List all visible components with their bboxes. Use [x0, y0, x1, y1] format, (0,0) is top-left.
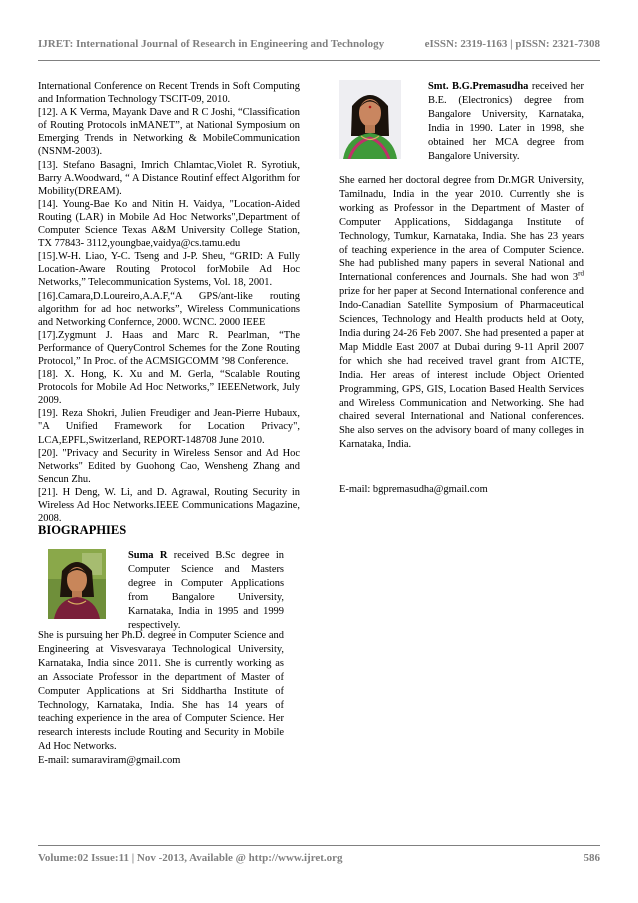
reference-item: [17].Zygmunt J. Haas and Marc R. Pearlman, “The Performance of QueryControl Schemes for the Zone Routing Protocol,” In Proc. of the ACMSIGCOMM ’98 Conference. — [38, 329, 300, 367]
bio-body-text-cont: prize for her paper at Second International conference and Indo-Canadian Satellite Symposium of Pharmaceutical Sciences, Technology and Health products held at Ooty, India during 24-26 Feb 2007. She had presented a paper at Map Middle East 2007 at Dubai during 9-11 April 2007 for which she had received travel grant from AICTE, India. Her areas of interest include Object Oriented Programming, GPS, GIS, Location Based Health Services and Wireless Communication and Networking. She had chaired several International and National conferences. She also serves on the advisory board of many colleges in Karnataka, India. — [339, 286, 584, 451]
author-email-suma: E-mail: sumaraviram@gmail.com — [38, 755, 181, 767]
author-name-premasudha: Smt. B.G.Premasudha — [428, 81, 529, 92]
bio-body-premasudha — [339, 174, 584, 452]
running-footer — [38, 852, 600, 868]
bio-body-text: She is pursuing her Ph.D. degree in Computer Science and Engineering at Visvesvaraya Technological University, Karnataka, India since 2011. She is currently working as an Associate Professor in the department of Master of Computer Applications at Sri Siddhartha Institute of Technology, Karnataka, India. She has 14 years of teaching experience in the area of Computer Science. Her research interests include Routing and Security in Mobile Ad Hoc Networks. — [38, 630, 284, 753]
biographies-heading: BIOGRAPHIES — [38, 523, 127, 537]
reference-item: [15].W-H. Liao, Y-C. Tseng and J-P. Sheu, “GRID: A Fully Location-Aware Routing Protocol forMobile Ad Hoc Networks,” Telecommunication Systems, Vol. 18, 2001. — [38, 251, 300, 289]
author-photo-suma — [48, 549, 106, 619]
references-list — [38, 80, 300, 525]
reference-item: [13]. Stefano Basagni, Imrich Chlamtac,Violet R. Syrotiuk, Barry A.Woodward, “ A Distance Routinf effect Algorithm for Mobility(DREAM). — [38, 159, 300, 197]
journal-name: IJRET: International Journal of Research in Engineering and Technology — [38, 38, 385, 50]
reference-item: [14]. Young-Bae Ko and Nitin H. Vaidya, "Location-Aided Routing (LAR) in Mobile Ad Hoc Networks",Department of Computer Science Texas A&M University College Station, TX 77843- 3112,youngbae,vaidya@cs.tamu.edu — [38, 198, 300, 250]
bio-body-text: She earned her doctoral degree from Dr.MGR University, Tamilnadu, India in the year 2010. Currently she is working as Professor in the Department of Master of Computer Applications, Siddaganga Institute of Technology, Tumkur, Karnataka, India. She has 23 years of teaching experience in the area of Computer Science. She had published many papers in several National and International conferences and Journals. She had won 3 — [339, 175, 584, 284]
reference-item: [12]. A K Verma, Mayank Dave and R C Joshi, “Classification of Routing Protocols inMANET”, at National Symposium on Emerging Trends in Networking & MobileCommunication (NSNM-2003). — [38, 107, 300, 158]
page-number: 586 — [583, 852, 600, 864]
author-email-premasudha: E-mail: bgpremasudha@gmail.com — [339, 484, 488, 495]
issn-numbers: eISSN: 2319-1163 | pISSN: 2321-7308 — [424, 38, 600, 50]
running-header — [38, 38, 600, 58]
bio-intro-text: received her B.E. (Electronics) degree from Bangalore University, Karnataka, India in 1990. Later in 1998, she obtained her MCA degree from Bangalore University. — [428, 81, 584, 162]
bio-intro-text: received B.Sc degree in Computer Science and Masters degree in Computer Applications from Bangalore University, Karnataka, India in 1995 and 1999 respectively. — [128, 550, 284, 631]
volume-info: Volume:02 Issue:11 | Nov -2013, Available @ http://www.ijret.org — [38, 852, 343, 864]
bio-intro-suma — [128, 549, 284, 632]
reference-item: [19]. Reza Shokri, Julien Freudiger and Jean-Pierre Hubaux, "A Unified Framework for Location Privacy", LCA,EPFL,Switzerland, REPORT-148708 June 2010. — [38, 408, 300, 446]
author-photo-premasudha — [339, 80, 401, 159]
reference-item: [16].Camara,D.Loureiro,A.A.F,“A GPS/ant-like routing algorithm for ad hoc networks”, Wireless Communications and Networking Confernce, 2000. WCNC. 2000 IEEE — [38, 290, 300, 328]
bio-intro-premasudha — [428, 80, 584, 163]
reference-item: [20]. "Privacy and Security in Wireless Sensor and Ad Hoc Networks" Edited by Guohong Cao, Wensheng Zhang and Sencun Zhu. — [38, 447, 300, 485]
header-rule — [38, 60, 600, 61]
bio-body-suma — [38, 629, 284, 768]
ordinal-suffix: rd — [578, 269, 584, 278]
reference-item: International Conference on Recent Trends in Soft Computing and Information Technology TSCIT-09, 2010. — [38, 81, 300, 106]
reference-item: [21]. H Deng, W. Li, and D. Agrawal, Routing Security in Wireless Ad Hoc Networks.IEEE Communications Magazine, 2008. — [38, 486, 300, 525]
footer-rule — [38, 845, 600, 846]
author-name-suma: Suma R — [128, 550, 168, 561]
reference-item: [18]. X. Hong, K. Xu and M. Gerla, “Scalable Routing Protocols for Mobile Ad Hoc Networks,” IEEENetwork, July 2009. — [38, 369, 300, 407]
